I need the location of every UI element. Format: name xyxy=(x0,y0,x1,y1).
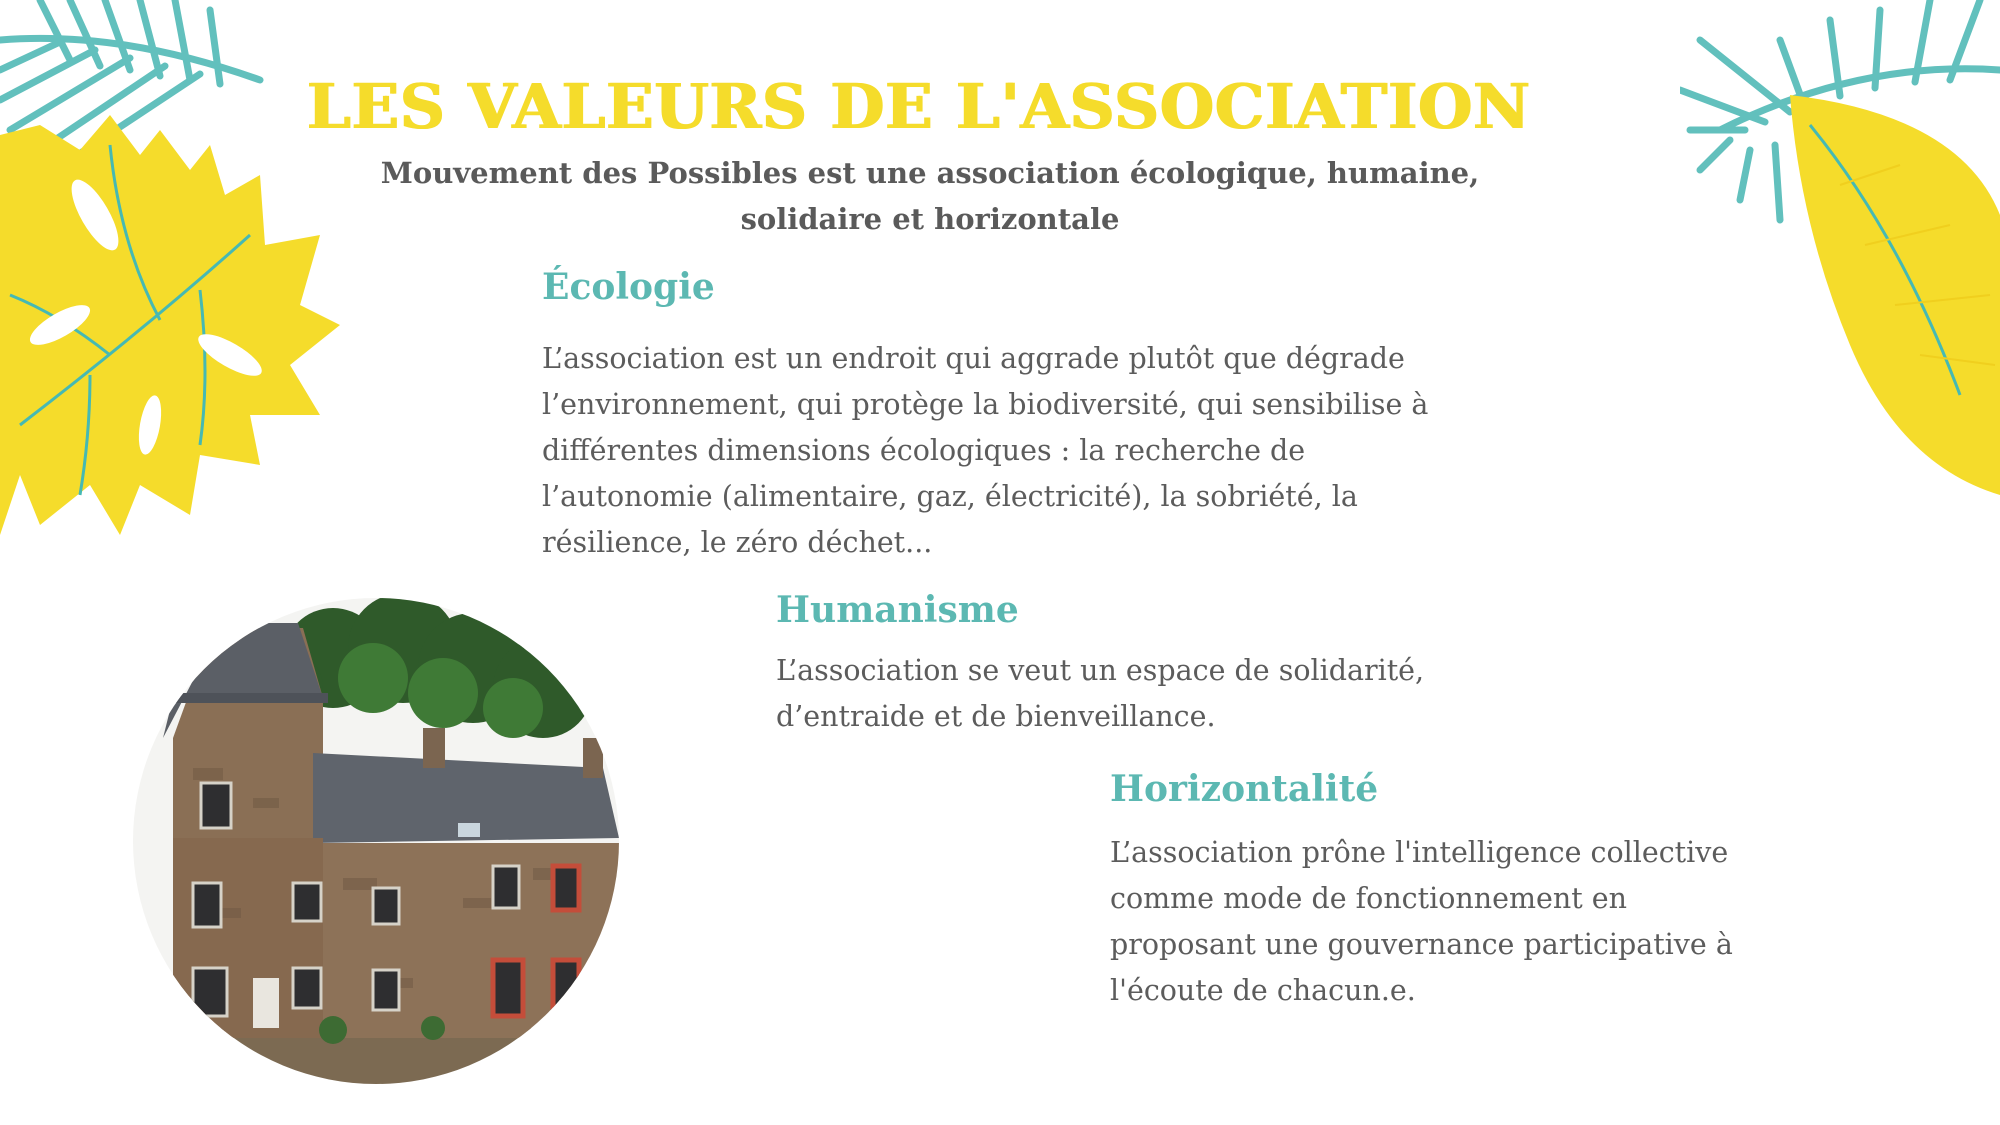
value-text-humanisme: L’association se veut un espace de solidarité, d’entraide et de bienveillance. xyxy=(776,654,1425,733)
house-photo xyxy=(133,598,619,1084)
value-heading-humanisme: Humanisme xyxy=(776,589,1019,631)
value-text-horizontalite: L’association prône l'intelligence collective comme mode de fonctionnement en proposant une gouvernance participative à l'écoute de chacun.e. xyxy=(1110,836,1733,1007)
page-subtitle: Mouvement des Possibles est une association écologique, humaine, solidaire et horizontale xyxy=(380,156,1480,236)
value-text-ecologie: L’association est un endroit qui aggrade plutôt que dégrade l’environnement, qui protège la biodiversité, qui sensibilise à différentes dimensions écologiques : la recherche de l’autonomie (alimentaire, gaz, électricité), la sobriété, la résilience, le zéro déchet... xyxy=(542,342,1429,559)
value-heading-horizontalite: Horizontalité xyxy=(1110,768,1379,810)
page-title: LES VALEURS DE L'ASSOCIATION xyxy=(306,70,1530,143)
value-heading-ecologie: Écologie xyxy=(542,266,715,308)
banana-leaf-right xyxy=(1780,95,2000,495)
monstera-leaf-left xyxy=(0,95,345,545)
